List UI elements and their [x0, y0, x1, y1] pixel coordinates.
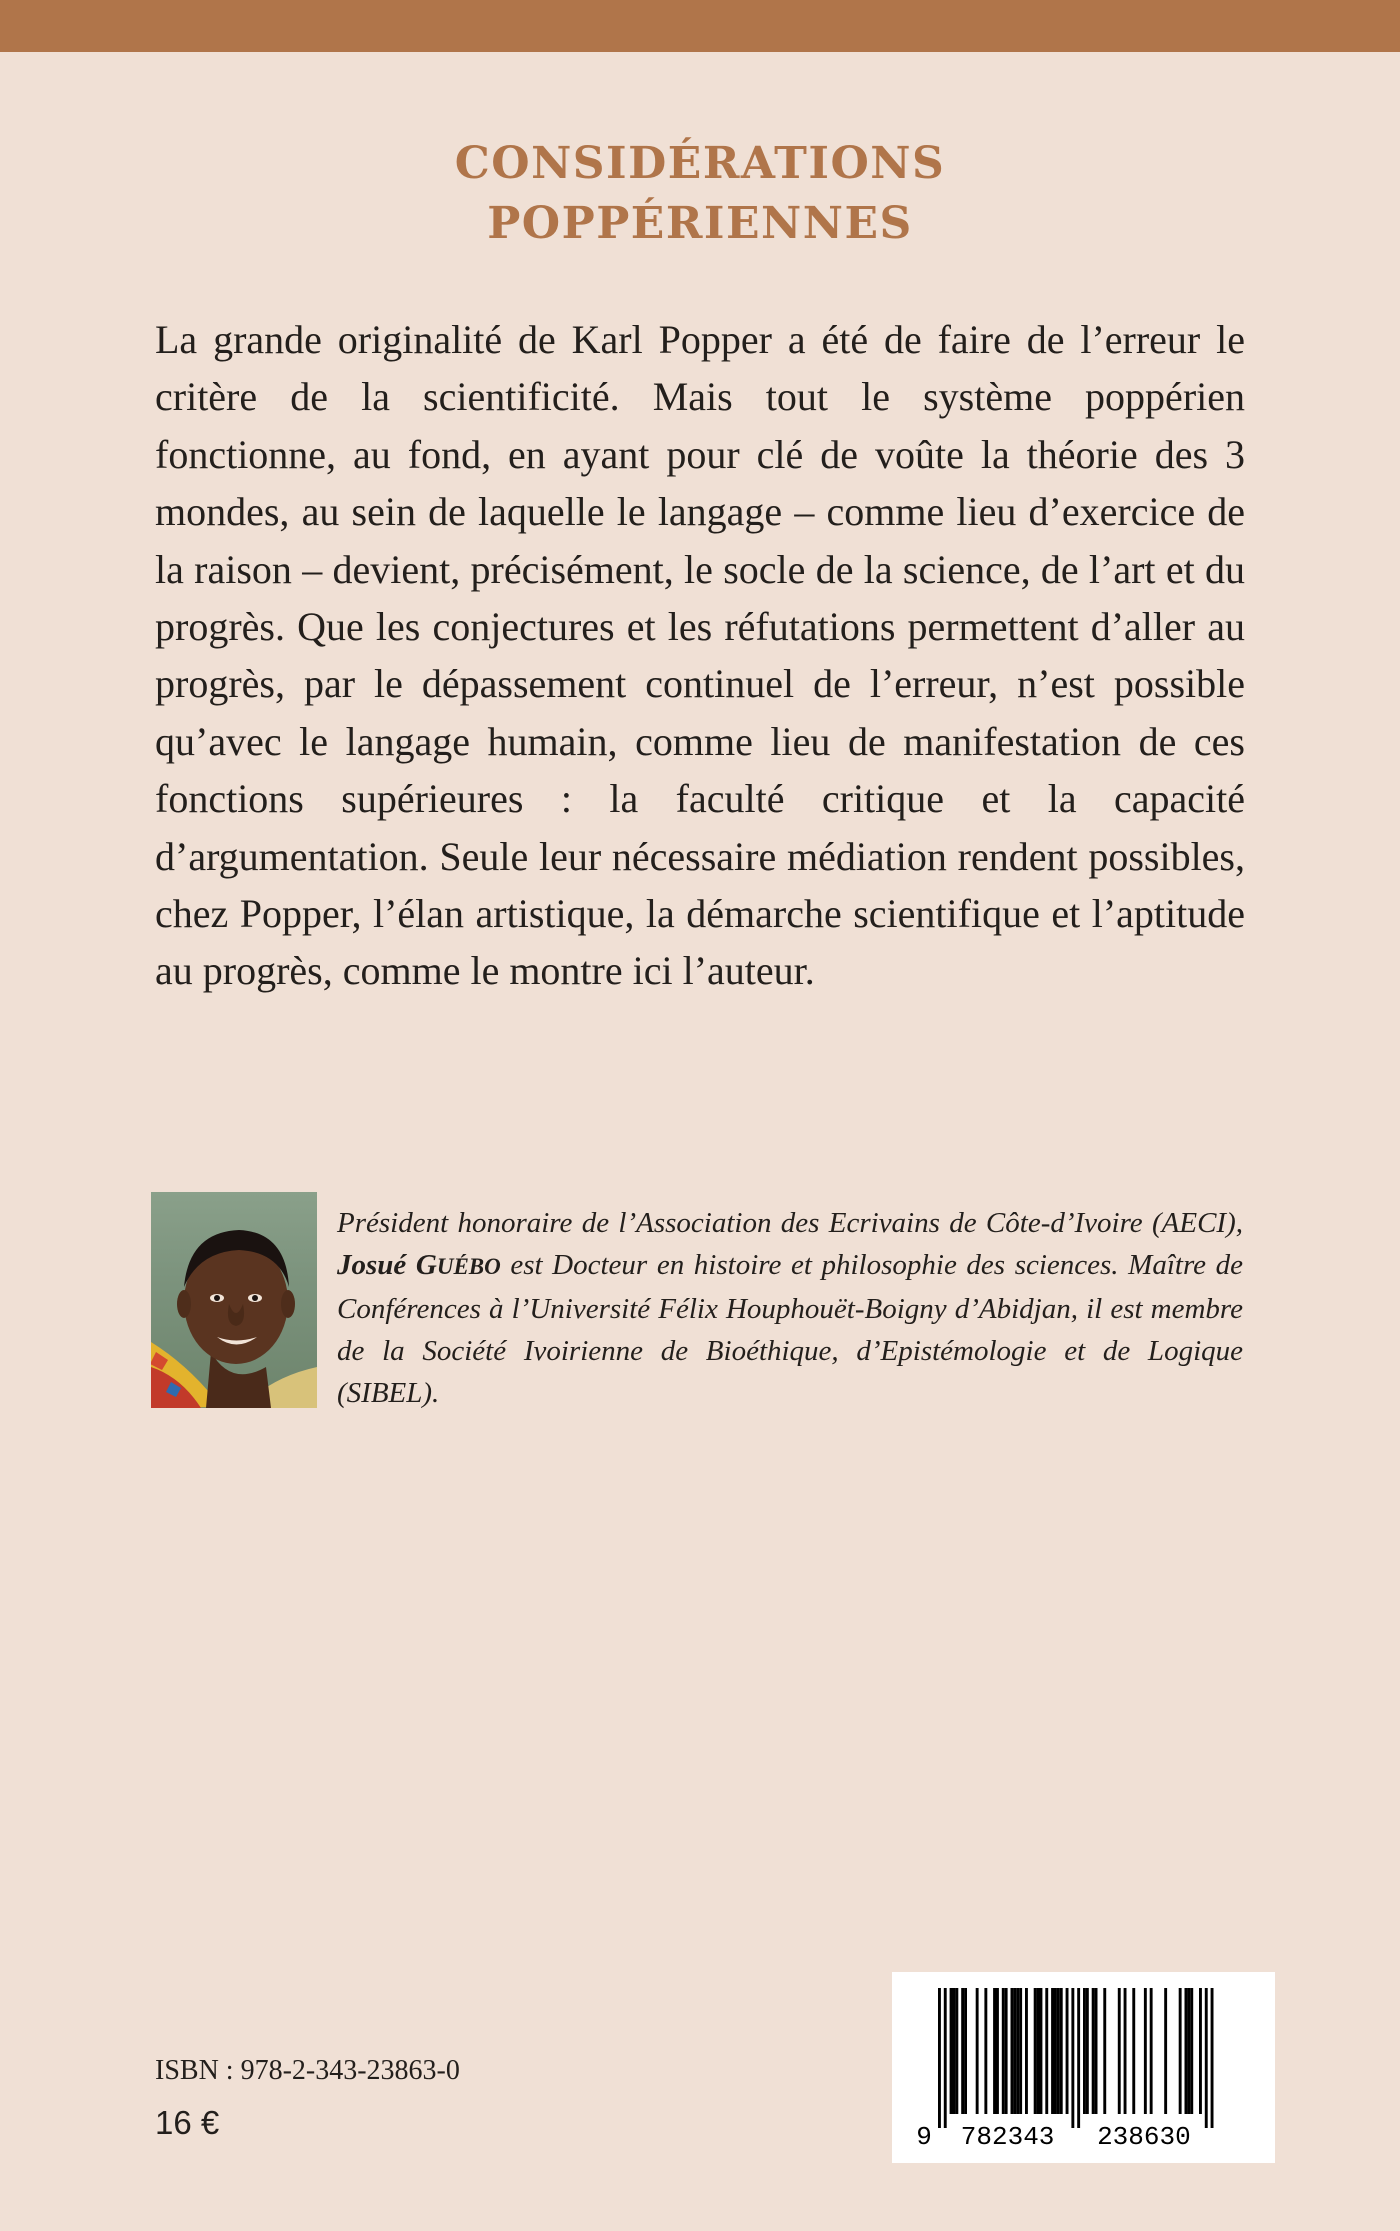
barcode-bar: [1150, 1988, 1153, 2114]
barcode-bar: [955, 1988, 958, 2114]
barcode-bar: [1211, 1988, 1214, 2128]
price-label: 16 €: [155, 2104, 220, 2141]
title-line-2: POPPÉRIENNES: [487, 198, 913, 249]
barcode-bar: [1002, 1988, 1005, 2114]
barcode-bar: [1060, 1988, 1063, 2114]
barcode-bar: [961, 1988, 964, 2114]
isbn-label: ISBN : 978-2-343-23863-0: [155, 2055, 460, 2086]
bio-details: est Docteur en histoire et philosophie des sciences. Maître de Conférences à l’Université Félix Houphouët-Boigny d’Abidjan, il est membre de la Société Ivoirienne de Bioéthique, d’Epistémologie et de Logique (SIBEL).: [337, 1249, 1243, 1409]
barcode-bar: [1013, 1988, 1016, 2114]
author-name: [337, 1249, 501, 1281]
barcode-bar: [1132, 1988, 1135, 2114]
author-bio: [337, 1202, 1243, 1414]
title-line-1: CONSIDÉRATIONS: [454, 138, 946, 189]
author-name-first: Josué G: [337, 1249, 437, 1281]
barcode-bar: [1025, 1988, 1028, 2114]
barcode-bar: [1016, 1988, 1019, 2114]
author-name-rest: UÉBO: [436, 1254, 501, 1279]
barcode-bar: [1103, 1988, 1106, 2114]
barcode-bar: [1045, 1988, 1048, 2114]
barcode-bar: [1164, 1988, 1167, 2114]
barcode-bar: [950, 1988, 953, 2114]
barcode-bar: [1037, 1988, 1040, 2114]
bio-intro: Président honoraire de l’Association des Ecrivains de Côte-d’Ivoire (AECI),: [337, 1207, 1243, 1239]
barcode-bar: [1205, 1988, 1208, 2128]
barcode-bar: [1051, 1988, 1054, 2114]
barcode-digits: 238630: [1097, 2122, 1191, 2152]
barcode-bar: [1034, 1988, 1037, 2114]
barcode-bar: [1095, 1988, 1098, 2114]
barcode-bar: [996, 1988, 999, 2114]
barcode-bar: [1019, 1988, 1022, 2114]
barcode-bar: [953, 1988, 956, 2114]
barcode-bar: [1124, 1988, 1127, 2114]
barcode-bar: [1011, 1988, 1014, 2114]
book-title: [0, 134, 1400, 254]
barcode-bar: [1092, 1988, 1095, 2114]
barcode-bar: [1005, 1988, 1008, 2114]
barcode-bar: [1040, 1988, 1043, 2114]
barcode-bar: [1179, 1988, 1182, 2114]
barcode-bar: [1190, 1988, 1193, 2114]
barcode-bar: [1054, 1988, 1057, 2114]
barcode-bar: [1187, 1988, 1190, 2114]
top-color-band: [0, 0, 1400, 52]
barcode-digits: 782343: [960, 2122, 1055, 2152]
author-portrait-photo-icon: [151, 1192, 317, 1408]
barcode-bar: [1071, 1988, 1074, 2128]
barcode-bar: [1199, 1988, 1202, 2114]
barcode-bar: [1066, 1988, 1069, 2114]
barcode-bar: [1086, 1988, 1089, 2114]
barcode-bar: [1083, 1988, 1086, 2114]
barcode-bar: [984, 1988, 987, 2114]
barcode-bar: [1144, 1988, 1147, 2114]
barcode-bar: [1057, 1988, 1060, 2114]
barcode-bar: [1077, 1988, 1080, 2128]
barcode-bar: [938, 1988, 941, 2128]
barcode-bar: [944, 1988, 947, 2128]
barcode: [892, 1972, 1275, 2163]
back-cover-summary: La grande originalité de Karl Popper a été de faire de l’erreur le critère de la scientificité. Mais tout le système poppérien fonctionne, au fond, en ayant pour clé de voûte la théorie des 3 mondes, au sein de laquelle le langage – comme lieu d’exercice de la raison – devient, précisément, le socle de la science, de l’art et du progrès. Que les conjectures et les réfutations permettent d’aller au progrès, par le dépassement continuel de l’erreur, n’est possible qu’avec le langage humain, comme lieu de manifestation de ces fonctions supérieures : la faculté critique et la capacité d’argumentation. Seule leur nécessaire médiation rendent possibles, chez Popper, l’élan artistique, la démarche scientifique et l’aptitude au progrès, comme le montre ici l’auteur.: [155, 317, 1245, 994]
barcode-digits: 9: [916, 2122, 932, 2152]
barcode-bar: [964, 1988, 967, 2114]
barcode-bar: [1185, 1988, 1188, 2114]
barcode-bar: [1118, 1988, 1121, 2114]
author-photo: [151, 1192, 317, 1408]
barcode-bar: [993, 1988, 996, 2114]
barcode-bar: [976, 1988, 979, 2114]
ean13-barcode-icon: [892, 1972, 1275, 2163]
